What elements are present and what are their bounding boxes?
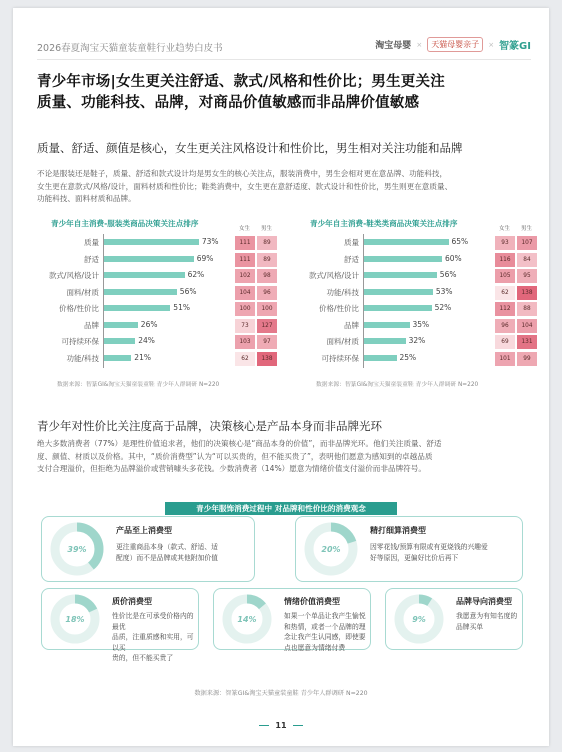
chart-bar (364, 272, 437, 278)
consumer-type-description-line: 配度）而不是品牌或其他附加价值 (116, 553, 218, 562)
document-title: 2026春夏淘宝天猫童装童鞋行业趋势白皮书 (37, 43, 223, 54)
gender-header-female: 女生 (239, 226, 251, 232)
chart-axis (103, 234, 104, 368)
consumer-type-description-line: 品牌买单 (456, 622, 484, 631)
page-number (13, 721, 549, 730)
donut-chart (302, 520, 360, 578)
page-title-line-2: 质量、功能科技、品牌，对商品价值敏感而非品牌价值敏感 (37, 95, 420, 111)
chart-category-label: 款式/风格/设计 (48, 271, 99, 280)
chart-category-label: 面料/材质 (66, 287, 99, 297)
donut-chart (48, 520, 106, 578)
brand-logo-tmall-muying: 天猫母婴亲子 (427, 37, 483, 52)
chart-category-label: 舒适 (344, 254, 359, 264)
donut-percentage-label: 18% (65, 615, 85, 624)
consumer-type-name: 情绪价值消费型 (284, 597, 340, 606)
chart-value-label: 69% (196, 253, 214, 263)
chart-value-label: 53% (435, 286, 453, 296)
chart-category-label: 功能/科技 (326, 287, 359, 297)
consumer-type-name: 质价消费型 (112, 597, 152, 606)
gender-header-female: 女生 (499, 226, 511, 232)
chart-value-label: 62% (187, 270, 205, 279)
consumer-type-description-line: 品质，注重质感和实用，可以买 (112, 633, 194, 652)
chart-bar (364, 322, 410, 328)
chart-value-label: 56% (439, 270, 457, 279)
chart-source: 数据来源：智篆GI&淘宝天猫童装童鞋 青少年人群调研 N=220 (316, 382, 479, 388)
consumer-type-description-line: 贵的，但不能买贵了 (112, 654, 174, 662)
donut-percentage-label: 14% (237, 615, 257, 624)
chart-category-label: 价格/性价比 (58, 304, 99, 313)
section-2-body-line: 绝大多数消费者（77%）是理性价值追求者，他们的决策核心是“商品本身的价值”，而非品牌光环。他们关注质量、舒适 (37, 439, 442, 448)
consumer-type-description-line: 我愿意为有知名度的 (456, 612, 518, 620)
chart-bar (104, 322, 138, 328)
chart-category-label: 价格/性价比 (318, 304, 359, 313)
male-index-cell: 96 (257, 286, 277, 300)
chart-value-label: 25% (399, 352, 417, 362)
male-index-cell: 138 (517, 286, 537, 300)
chart-bar (364, 305, 432, 311)
chart-title: 青少年自主消费-服装类商品决策关注点排序 (51, 219, 199, 228)
brand-logo-taobao-muying: 淘宝母婴 (375, 41, 412, 51)
section-1-body-line: 不论是服装还是鞋子，质量、舒适和款式设计均是男女生的核心关注点，服装消费中，男生会相对更在意品牌、功能科技， (37, 169, 448, 178)
chart-title: 青少年自主消费-鞋类类商品决策关注点排序 (310, 219, 458, 228)
consumer-type-card (295, 516, 523, 582)
female-index-cell: 105 (495, 269, 515, 283)
chart-value-label: 60% (445, 253, 462, 263)
section-1-body-line: 女生更在意款式/风格/设计，面料材质和性价比；鞋类消费中，女生更在意舒适度、款式设计和性价比，男生则更在意质量、 (37, 181, 453, 191)
consumer-type-card (213, 588, 371, 650)
gender-header-male: 男生 (261, 226, 273, 232)
section-1-body-line: 功能科技、面料材质和品牌。 (37, 194, 136, 203)
female-index-cell: 69 (495, 335, 515, 349)
section-2-body-line: 度、颜值、材质以及价格。其中，“质价消费型”认为“可以买贵的，但不能买贵了”，表明他们愿意为感知到的卓越品质 (37, 451, 433, 461)
chart-bar (104, 272, 185, 278)
consumer-type-description-line: 更注重商品本身（款式、舒适、适 (116, 543, 218, 551)
chart-source: 数据来源：智篆GI&淘宝天猫童装童鞋 青少年人群调研 N=220 (57, 382, 220, 388)
page-header (37, 36, 531, 60)
page-number-dash (259, 725, 269, 726)
consumer-type-card (385, 588, 523, 650)
chart-bar (104, 305, 170, 311)
chart-value-label: 21% (134, 352, 151, 362)
consumer-type-name: 精打细算消费型 (370, 526, 426, 535)
page-title (37, 72, 537, 114)
consumer-type-description-line: 如果一个单品让我产生愉悦 (284, 612, 366, 620)
consumer-type-name: 产品至上消费型 (116, 526, 172, 535)
chart-bar (104, 256, 194, 262)
female-index-cell: 101 (495, 352, 515, 366)
consumer-type-description-line: 因零花钱/预算有限或有更烧钱的兴趣爱 (370, 543, 488, 551)
male-index-cell: 100 (257, 302, 277, 316)
male-index-cell: 89 (257, 253, 277, 267)
consumer-type-description (456, 611, 517, 632)
female-index-cell: 103 (235, 335, 255, 349)
section-2-title: 青少年对性价比关注度高于品牌，决策核心是产品本身而非品牌光环 (37, 419, 382, 433)
female-index-cell: 111 (235, 253, 255, 267)
donut-chart (392, 592, 446, 646)
chart-bar (104, 289, 177, 295)
male-index-cell: 99 (517, 352, 537, 366)
page-number-text: 11 (275, 721, 287, 730)
chart-value-label: 56% (179, 286, 197, 296)
chart-category-label: 功能/科技 (66, 353, 99, 363)
chart-value-label: 65% (451, 237, 469, 246)
chart-value-label: 26% (140, 319, 158, 329)
page-number-dash (293, 725, 303, 726)
male-index-cell: 84 (517, 253, 537, 267)
chart-value-label: 24% (138, 336, 155, 345)
chart-category-label: 面料/材质 (326, 337, 359, 346)
infographic-title: 青少年服饰消费过程中 对品牌和性价比的消费观念 (165, 502, 397, 515)
male-index-cell: 138 (257, 352, 277, 366)
donut-chart (220, 592, 274, 646)
chart-value-label: 52% (434, 303, 452, 312)
chart-category-label: 舒适 (84, 254, 99, 264)
chart-category-label: 品牌 (84, 320, 99, 330)
chart-value-label: 35% (412, 319, 430, 329)
male-index-cell: 95 (517, 269, 537, 283)
chart-category-label: 款式/风格/设计 (308, 271, 359, 280)
chart-value-label: 32% (408, 336, 426, 345)
consumer-type-description-line: 念让我产生认同感，即使要 (284, 633, 366, 641)
section-1-body (37, 168, 537, 206)
section-2-body (37, 438, 537, 476)
chart-bar (364, 256, 442, 262)
gender-header-male: 男生 (521, 226, 533, 232)
chart-category-label: 质量 (84, 238, 99, 247)
chart-bar (104, 338, 135, 344)
male-index-cell: 88 (517, 302, 537, 316)
male-index-cell: 107 (517, 236, 537, 250)
brand-logos (375, 37, 531, 52)
female-index-cell: 100 (235, 302, 255, 316)
chart-category-label: 质量 (344, 238, 359, 247)
data-source-footnote: 数据来源：智篆GI&淘宝天猫童装童鞋 青少年人群调研 N=220 (194, 690, 368, 697)
brand-separator: × (416, 40, 423, 49)
donut-percentage-label: 39% (67, 545, 87, 554)
chart-bar (104, 355, 131, 361)
female-index-cell: 62 (235, 352, 255, 366)
male-index-cell: 131 (517, 335, 537, 349)
consumer-type-description-line: 好等原因，更偏好比价后再下 (370, 553, 459, 562)
consumer-type-card (41, 516, 255, 582)
female-index-cell: 112 (495, 302, 515, 316)
consumer-type-description (370, 542, 488, 563)
female-index-cell: 116 (495, 253, 515, 267)
chart-bar (364, 355, 397, 361)
chart-bar (364, 239, 449, 245)
male-index-cell: 98 (257, 269, 277, 283)
female-index-cell: 102 (235, 269, 255, 283)
consumer-type-description (116, 542, 218, 563)
male-index-cell: 127 (257, 319, 277, 333)
female-index-cell: 73 (235, 319, 255, 333)
chart-value-label: 73% (201, 237, 219, 246)
chart-bar (364, 338, 406, 344)
consumer-type-description (112, 611, 198, 664)
chart-category-label: 品牌 (344, 320, 359, 330)
chart-value-label: 51% (173, 303, 190, 312)
female-index-cell: 96 (495, 319, 515, 333)
female-index-cell: 111 (235, 236, 255, 250)
female-index-cell: 104 (235, 286, 255, 300)
female-index-cell: 93 (495, 236, 515, 250)
consumer-type-description-line: 点也愿意为情绪付费 (284, 643, 346, 652)
chart-category-label: 可持续环保 (321, 353, 359, 363)
chart-axis (363, 234, 364, 368)
consumer-type-description-line: 性价比是在可承受价格内的最优 (112, 612, 194, 631)
donut-percentage-label: 9% (412, 615, 426, 624)
consumer-type-description-line: 和热情，或者一个品牌的理 (284, 622, 366, 631)
chart-category-label: 可持续环保 (61, 337, 99, 346)
female-index-cell: 62 (495, 286, 515, 300)
male-index-cell: 104 (517, 319, 537, 333)
page-title-line-1: 青少年市场|女生更关注舒适、款式/风格和性价比；男生更关注 (37, 74, 445, 90)
brand-separator: × (488, 40, 495, 49)
whitepaper-page (13, 8, 549, 746)
consumer-type-card (41, 588, 199, 662)
section-2-body-line: 支付合理溢价，但拒绝为品牌溢价或营销噱头多花钱。少数消费者（14%）愿意为情绪价值支付溢价而非品牌符号。 (37, 464, 426, 473)
section-1-title: 质量、舒适、颜值是核心，女生更关注风格设计和性价比，男生相对关注功能和品牌 (37, 141, 463, 155)
donut-chart (48, 592, 102, 646)
brand-logo-zhizhuan-gi: 智篆GI (499, 41, 531, 52)
chart-bar (364, 289, 433, 295)
donut-percentage-label: 20% (321, 545, 341, 554)
consumer-type-name: 品牌导向消费型 (456, 597, 512, 606)
male-index-cell: 97 (257, 335, 277, 349)
chart-bar (104, 239, 199, 245)
male-index-cell: 89 (257, 236, 277, 250)
consumer-type-description (284, 611, 366, 653)
